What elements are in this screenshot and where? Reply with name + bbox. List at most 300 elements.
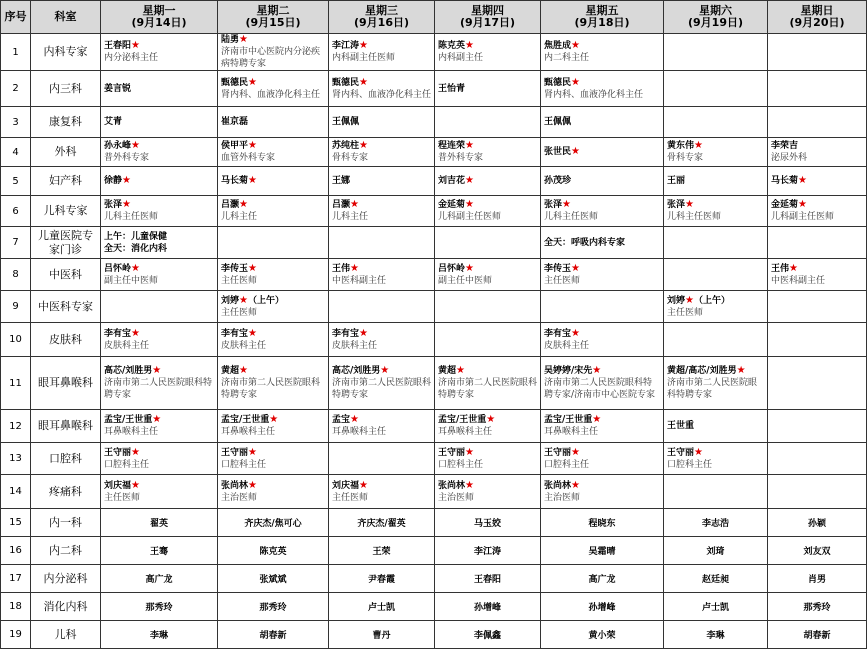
- doctor-name: 张世民: [544, 147, 572, 157]
- schedule-cell: [218, 34, 329, 71]
- header-weekday: 星期一: [142, 4, 176, 17]
- star-icon: ★: [239, 294, 248, 306]
- header-day: [541, 1, 664, 34]
- schedule-cell: [768, 323, 867, 357]
- schedule-cell: [101, 196, 218, 227]
- schedule-cell: [218, 196, 329, 227]
- star-icon: ★: [465, 479, 474, 491]
- row-index: 3: [1, 107, 31, 138]
- header-day: [218, 1, 329, 34]
- doctor-line: [221, 328, 325, 340]
- schedule-cell: [101, 357, 218, 410]
- schedule-cell: [435, 167, 541, 196]
- header-day: [329, 1, 435, 34]
- schedule-cell: [329, 443, 435, 475]
- doctor-name: 那秀玲: [768, 593, 867, 621]
- doctor-name: 孙永峰: [104, 141, 132, 151]
- doctor-name: 胡春新: [768, 621, 867, 649]
- doctor-name: 高广龙: [101, 565, 218, 593]
- schedule-cell: [218, 259, 329, 291]
- doctor-name: 王守丽: [104, 447, 132, 458]
- doctor-name: 高芯/刘胜男: [332, 366, 381, 376]
- doctor-line: [221, 295, 325, 307]
- star-icon: ★: [571, 146, 580, 157]
- doctor-line: [667, 420, 764, 432]
- schedule-cell: [101, 71, 218, 107]
- schedule-cell: [101, 410, 218, 443]
- schedule-cell: [329, 196, 435, 227]
- doctor-name: 李传玉: [544, 263, 572, 274]
- doctor-name: 李有宝: [332, 328, 360, 339]
- star-icon: ★: [248, 262, 257, 274]
- header-day: [435, 1, 541, 34]
- doctor-name: 孙茂珍: [544, 176, 572, 186]
- schedule-cell: [218, 71, 329, 107]
- schedule-cell: [541, 107, 664, 138]
- doctor-name: 李江涛: [332, 41, 360, 51]
- doctor-name: 金延菊: [771, 200, 799, 210]
- header-day: [664, 1, 768, 34]
- doctor-title: 皮肤科主任: [332, 340, 378, 351]
- doctor-title: 耳鼻喉科主任: [544, 427, 599, 437]
- schedule-cell: [435, 34, 541, 71]
- doctor-title: 主治医师: [438, 492, 475, 503]
- doctor-name: 李江涛: [435, 537, 541, 565]
- doctor-line: [438, 40, 537, 52]
- table-body: [1, 34, 867, 649]
- star-icon: ★: [359, 40, 368, 51]
- schedule-cell: [664, 475, 768, 509]
- star-icon: ★: [571, 327, 580, 339]
- schedule-cell: [768, 34, 867, 71]
- doctor-name: 胡春新: [218, 621, 329, 649]
- row-index: 1: [1, 34, 31, 71]
- schedule-cell: [435, 357, 541, 410]
- star-icon: ★: [465, 446, 474, 458]
- doctor-line: [221, 140, 325, 152]
- doctor-title: 口腔科主任: [104, 459, 150, 470]
- doctor-title: 济南市中心医院内分泌疾病特聘专家: [221, 47, 321, 69]
- doctor-name: 甄德民: [544, 77, 572, 88]
- doctor-name: 黄东伟: [667, 141, 695, 151]
- dept-name: 妇产科: [31, 167, 101, 196]
- header-day: [101, 1, 218, 34]
- schedule-cell: [541, 475, 664, 509]
- header-date: (9月14日): [131, 16, 187, 29]
- schedule-cell: [541, 443, 664, 475]
- doctor-line: [104, 480, 214, 492]
- session-note: （上午）: [247, 295, 284, 306]
- doctor-title: 肾内科、血液净化科主任: [221, 89, 321, 100]
- doctor-line: [221, 263, 325, 275]
- row-index: 10: [1, 323, 31, 357]
- schedule-cell: [664, 167, 768, 196]
- doctor-title: 主任医师: [332, 492, 369, 503]
- table-row: [1, 227, 867, 259]
- doctor-name: 吕怀岭: [104, 263, 132, 274]
- schedule-cell: [329, 71, 435, 107]
- doctor-title: 肾内科、血液净化科主任: [544, 89, 644, 100]
- schedule-cell: [768, 475, 867, 509]
- doctor-name: 高芯/刘胜男: [104, 366, 153, 376]
- doctor-line: [221, 480, 325, 492]
- star-icon: ★: [359, 327, 368, 339]
- schedule-cell: [768, 443, 867, 475]
- doctor-name: 黄小荣: [541, 621, 664, 649]
- schedule-cell: [101, 167, 218, 196]
- doctor-line: [221, 77, 325, 89]
- doctor-line: [104, 263, 214, 275]
- table-row: [1, 621, 867, 649]
- star-icon: ★: [131, 40, 140, 51]
- doctor-title: 内科副主任医师: [332, 53, 396, 63]
- table-row: [1, 291, 867, 323]
- doctor-title: 主任医师: [221, 307, 258, 318]
- schedule-cell: [541, 196, 664, 227]
- doctor-title: 主治医师: [544, 492, 581, 503]
- doctor-name: 吕灏: [332, 200, 351, 210]
- doctor-title: 内科副主任: [438, 53, 484, 63]
- doctor-line: [667, 295, 764, 307]
- doctor-name: 陆勇: [221, 35, 240, 45]
- schedule-cell: [541, 323, 664, 357]
- doctor-line: [438, 414, 537, 426]
- doctor-title: 骨科专家: [667, 153, 704, 163]
- dept-name: 中医科专家: [31, 291, 101, 323]
- doctor-name: 马玉姣: [435, 509, 541, 537]
- schedule-cell: [768, 196, 867, 227]
- star-icon: ★: [131, 479, 140, 491]
- doctor-line: [221, 199, 325, 211]
- row-index: 16: [1, 537, 31, 565]
- doctor-line: [221, 414, 325, 426]
- doctor-name: 黄超: [221, 366, 240, 376]
- schedule-cell: [218, 410, 329, 443]
- doctor-name: 李志浩: [664, 509, 768, 537]
- schedule-cell: [664, 138, 768, 167]
- dept-name: 皮肤科: [31, 323, 101, 357]
- doctor-line: [544, 199, 660, 211]
- doctor-title: 耳鼻喉科主任: [438, 427, 493, 437]
- schedule-cell: [541, 357, 664, 410]
- star-icon: ★: [248, 327, 257, 339]
- doctor-line: [104, 414, 214, 426]
- doctor-name: 王守丽: [544, 447, 572, 458]
- doctor-name: 王春阳: [104, 41, 132, 51]
- doctor-line: [667, 175, 764, 187]
- row-index: 6: [1, 196, 31, 227]
- doctor-title: 儿科主任: [332, 212, 369, 222]
- doctor-name: 王佩佩: [332, 117, 360, 127]
- row-index: 7: [1, 227, 31, 259]
- header-dept: 科室: [31, 1, 101, 34]
- doctor-line: [104, 175, 214, 187]
- doctor-line: [221, 34, 325, 46]
- star-icon: ★: [269, 414, 279, 425]
- doctor-line: [438, 199, 537, 211]
- star-icon: ★: [571, 262, 580, 274]
- doctor-line: [544, 365, 660, 377]
- star-icon: ★: [359, 76, 368, 88]
- doctor-title: 儿科副主任医师: [438, 212, 502, 222]
- doctor-name: 齐庆杰/焦可心: [218, 509, 329, 537]
- star-icon: ★: [131, 327, 140, 339]
- table-row: [1, 71, 867, 107]
- doctor-title: 口腔科主任: [438, 459, 484, 470]
- doctor-name: 孟宝/王世重: [544, 415, 593, 425]
- doctor-name: 翟英: [101, 509, 218, 537]
- doctor-name: 高广龙: [541, 565, 664, 593]
- doctor-name: 王春阳: [435, 565, 541, 593]
- doctor-title: 主任医师: [544, 275, 581, 286]
- schedule-cell: [218, 475, 329, 509]
- doctor-name: 卢士凯: [664, 593, 768, 621]
- schedule-cell: [329, 227, 435, 259]
- doctor-line: [104, 365, 214, 377]
- star-icon: ★: [571, 479, 580, 491]
- doctor-name: 李琳: [664, 621, 768, 649]
- doctor-title: 主治医师: [221, 492, 258, 503]
- dept-name: 儿科专家: [31, 196, 101, 227]
- doctor-line: [332, 365, 431, 377]
- star-icon: ★: [465, 40, 474, 51]
- table-row: [1, 357, 867, 410]
- schedule-cell: [101, 107, 218, 138]
- clinic-note: 上午：儿童保健: [104, 231, 168, 242]
- dept-name: 中医科: [31, 259, 101, 291]
- table-row: [1, 323, 867, 357]
- doctor-title: 皮肤科主任: [544, 340, 590, 351]
- dept-name: 康复科: [31, 107, 101, 138]
- doctor-name: 刘友双: [768, 537, 867, 565]
- row-index: 12: [1, 410, 31, 443]
- schedule-cell: [435, 138, 541, 167]
- doctor-line: [332, 116, 431, 128]
- schedule-cell: [101, 323, 218, 357]
- star-icon: ★: [359, 140, 368, 151]
- doctor-name: 刘吉花: [438, 176, 466, 186]
- star-icon: ★: [486, 414, 496, 425]
- doctor-line: [771, 263, 863, 275]
- doctor-title: 主任医师: [221, 275, 258, 286]
- dept-name: 内三科: [31, 71, 101, 107]
- header-weekday: 星期六: [699, 4, 732, 17]
- doctor-line: [332, 480, 431, 492]
- table-header: [1, 1, 867, 34]
- doctor-name: 甄德民: [332, 77, 360, 88]
- doctor-title: 口腔科主任: [221, 459, 267, 470]
- doctor-name: 李荣吉: [771, 141, 799, 151]
- schedule-cell: [101, 475, 218, 509]
- table-row: [1, 196, 867, 227]
- schedule-cell: [541, 34, 664, 71]
- doctor-line: [332, 199, 431, 211]
- doctor-name: 崔京磊: [221, 117, 249, 127]
- doctor-line: [438, 175, 537, 187]
- row-index: 14: [1, 475, 31, 509]
- table-row: [1, 443, 867, 475]
- schedule-cell: [768, 410, 867, 443]
- doctor-line: [104, 40, 214, 52]
- doctor-name: 齐庆杰/翟英: [329, 509, 435, 537]
- doctor-name: 吴婷婷/宋先: [544, 366, 593, 376]
- doctor-name: 金延菊: [438, 200, 466, 210]
- doctor-line: [667, 365, 764, 377]
- table-row: [1, 410, 867, 443]
- schedule-cell: [541, 71, 664, 107]
- doctor-title: 副主任中医师: [438, 275, 493, 286]
- doctor-title: 儿科主任医师: [104, 212, 159, 222]
- star-icon: ★: [685, 294, 694, 306]
- doctor-name: 王伟: [771, 263, 790, 274]
- star-icon: ★: [456, 365, 465, 376]
- doctor-line: [544, 414, 660, 426]
- schedule-cell: [435, 107, 541, 138]
- doctor-title: 口腔科主任: [667, 459, 713, 470]
- header-date: (9月16日): [353, 16, 410, 29]
- doctor-line: [221, 116, 325, 128]
- doctor-name: 赵廷昶: [664, 565, 768, 593]
- doctor-line: [221, 447, 325, 459]
- doctor-name: 李有宝: [104, 328, 132, 339]
- star-icon: ★: [248, 76, 257, 88]
- doctor-name: 张尚林: [221, 480, 249, 491]
- schedule-cell: [664, 410, 768, 443]
- doctor-name: 吴霜晴: [541, 537, 664, 565]
- doctor-title: 普外科专家: [438, 153, 484, 163]
- doctor-line: [438, 263, 537, 275]
- schedule-cell: [435, 259, 541, 291]
- row-index: 13: [1, 443, 31, 475]
- header-date: (9月18日): [574, 16, 630, 29]
- doctor-name: 张斌斌: [218, 565, 329, 593]
- star-icon: ★: [131, 262, 140, 274]
- star-icon: ★: [736, 365, 746, 376]
- doctor-line: [544, 116, 660, 128]
- table-row: [1, 34, 867, 71]
- doctor-name: 陈克英: [438, 41, 466, 51]
- header-date: (9月15日): [245, 16, 301, 29]
- schedule-cell: [664, 443, 768, 475]
- schedule-cell: [101, 291, 218, 323]
- doctor-name: 苏纯柱: [332, 141, 360, 151]
- schedule-cell: [329, 167, 435, 196]
- doctor-title: 内分泌科主任: [104, 53, 159, 63]
- doctor-line: [104, 140, 214, 152]
- dept-name: 外科: [31, 138, 101, 167]
- header-day: [768, 1, 867, 34]
- table-row: [1, 167, 867, 196]
- schedule-cell: [541, 259, 664, 291]
- row-index: 2: [1, 71, 31, 107]
- doctor-title: 主任医师: [104, 492, 141, 503]
- doctor-name: 刘婷: [221, 295, 240, 306]
- star-icon: ★: [350, 262, 359, 274]
- doctor-line: [544, 40, 660, 52]
- doctor-title: 济南市第二人民医院眼科特聘专家: [221, 378, 321, 400]
- doctor-line: [104, 447, 214, 459]
- doctor-name: 张泽: [544, 200, 563, 210]
- row-index: 15: [1, 509, 31, 537]
- doctor-name: 姜言锐: [104, 83, 132, 94]
- doctor-name: 艾青: [104, 117, 123, 127]
- doctor-name: 王守丽: [438, 447, 466, 458]
- doctor-line: [771, 140, 863, 152]
- doctor-title: 济南市第二人民医院眼科特聘专家: [104, 378, 213, 400]
- schedule-cell: [541, 227, 664, 259]
- schedule-cell: [664, 34, 768, 71]
- doctor-title: 儿科主任: [221, 212, 258, 222]
- schedule-cell: [329, 34, 435, 71]
- doctor-name: 吕怀岭: [438, 263, 466, 274]
- doctor-name: 刘琦: [664, 537, 768, 565]
- schedule-cell: [768, 71, 867, 107]
- row-index: 4: [1, 138, 31, 167]
- schedule-cell: [218, 443, 329, 475]
- doctor-name: 李有宝: [221, 328, 249, 339]
- doctor-line: [771, 199, 863, 211]
- doctor-line: [332, 414, 431, 426]
- doctor-name: 孟宝: [332, 415, 351, 425]
- star-icon: ★: [571, 40, 580, 51]
- doctor-name: 孙增峰: [541, 593, 664, 621]
- doctor-name: 李琳: [101, 621, 218, 649]
- schedule-cell: [435, 323, 541, 357]
- doctor-line: [544, 447, 660, 459]
- doctor-title: 皮肤科主任: [221, 340, 267, 351]
- table-row: [1, 259, 867, 291]
- star-icon: ★: [122, 199, 131, 210]
- star-icon: ★: [350, 414, 359, 425]
- schedule-cell: [329, 410, 435, 443]
- row-index: 8: [1, 259, 31, 291]
- star-icon: ★: [248, 175, 257, 186]
- star-icon: ★: [694, 446, 703, 458]
- doctor-title: 耳鼻喉科主任: [332, 427, 387, 437]
- star-icon: ★: [152, 414, 162, 425]
- dept-name: 疼痛科: [31, 475, 101, 509]
- dept-name: 内一科: [31, 509, 101, 537]
- doctor-name: 王娜: [332, 176, 351, 186]
- row-index: 11: [1, 357, 31, 410]
- doctor-name: 张泽: [667, 200, 686, 210]
- doctor-name: 马长菊: [771, 176, 799, 186]
- dept-name: 内科专家: [31, 34, 101, 71]
- doctor-name: 孙增峰: [435, 593, 541, 621]
- schedule-cell: [768, 291, 867, 323]
- schedule-cell: [435, 291, 541, 323]
- schedule-cell: [435, 443, 541, 475]
- doctor-name: 程连荣: [438, 141, 466, 151]
- doctor-line: [438, 365, 537, 377]
- star-icon: ★: [248, 140, 257, 151]
- doctor-line: [544, 263, 660, 275]
- star-icon: ★: [239, 34, 248, 45]
- dept-name: 眼耳鼻喉科: [31, 357, 101, 410]
- table-row: [1, 593, 867, 621]
- schedule-cell: [218, 291, 329, 323]
- doctor-line: [438, 447, 537, 459]
- star-icon: ★: [359, 479, 368, 491]
- dept-name: 消化内科: [31, 593, 101, 621]
- doctor-line: [332, 77, 431, 89]
- row-index: 5: [1, 167, 31, 196]
- doctor-title: 儿科副主任医师: [771, 212, 835, 222]
- doctor-name: 焦胜成: [544, 41, 572, 51]
- doctor-title: 儿科主任医师: [667, 212, 722, 222]
- doctor-name: 甄德民: [221, 77, 249, 88]
- schedule-cell: [768, 357, 867, 410]
